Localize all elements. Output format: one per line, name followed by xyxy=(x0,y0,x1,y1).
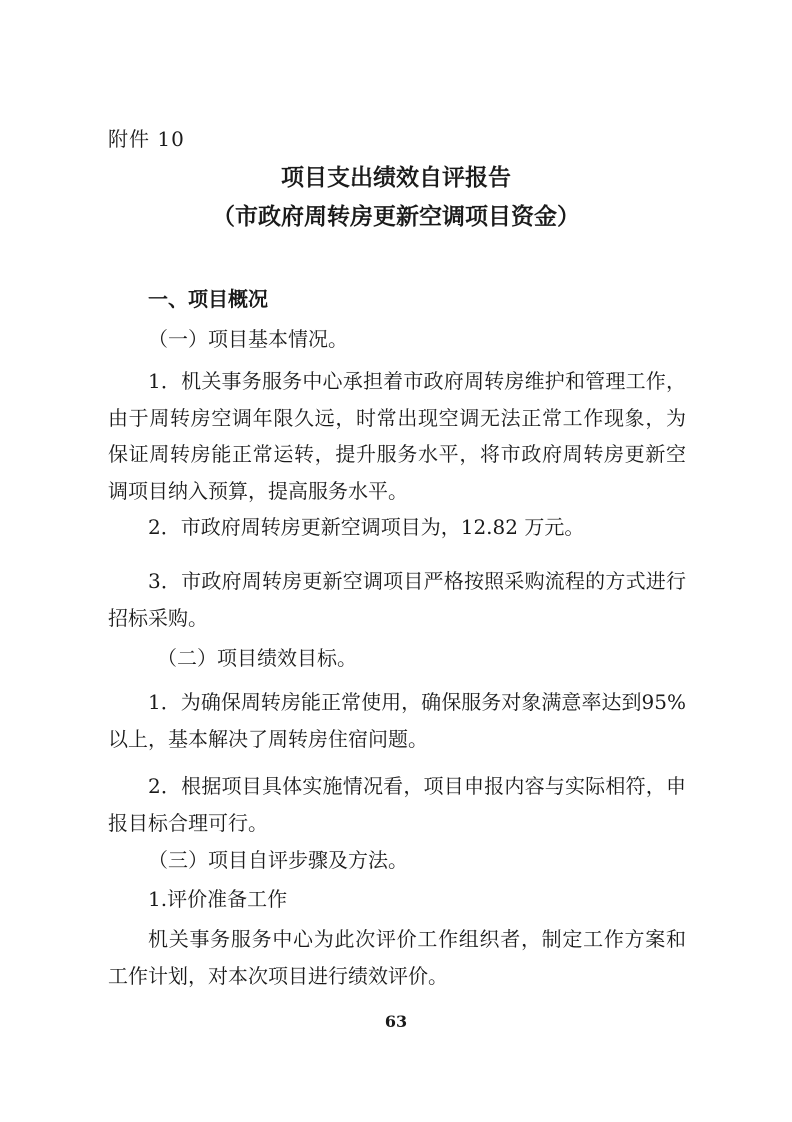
annex-label: 附件 10 xyxy=(108,127,185,151)
item-heading-evaluation-prep: 1.评价准备工作 xyxy=(148,887,288,911)
paragraph-item-1-3: 3．市政府周转房更新空调项目严格按照采购流程的方式进行招标采购。 xyxy=(108,569,686,630)
report-title: 项目支出绩效自评报告 xyxy=(281,165,511,191)
subsection-heading-performance-goals: （二）项目绩效目标。 xyxy=(157,646,357,670)
subsection-heading-basic-info: （一）项目基本情况。 xyxy=(148,327,348,351)
paragraph-evaluation-prep: 机关事务服务中心为此次评价工作组织者，制定工作方案和工作计划，对本次项目进行绩效评价。 xyxy=(108,927,686,988)
section-heading-overview: 一、项目概况 xyxy=(148,287,268,311)
paragraph-item-1-1: 1．机关事务服务中心承担着市政府周转房维护和管理工作，由于周转房空调年限久远，时常出现空调无法正常工作现象，为保证周转房能正常运转，提升服务水平，将市政府周转房更新空调项目纳入预算，提高服务水平。 xyxy=(108,369,686,503)
report-subtitle: （市政府周转房更新空调项目资金） xyxy=(212,204,580,230)
page-number: 63 xyxy=(384,1012,408,1031)
subsection-heading-evaluation-steps: （三）项目自评步骤及方法。 xyxy=(148,848,408,872)
paragraph-item-1-2: 2．市政府周转房更新空调项目为，12.82 万元。 xyxy=(148,515,585,539)
paragraph-item-2-1: 1．为确保周转房能正常使用，确保服务对象满意率达到95%以上，基本解决了周转房住宿问题。 xyxy=(108,690,686,751)
paragraph-item-2-2: 2．根据项目具体实施情况看，项目申报内容与实际相符，申报目标合理可行。 xyxy=(108,774,686,835)
